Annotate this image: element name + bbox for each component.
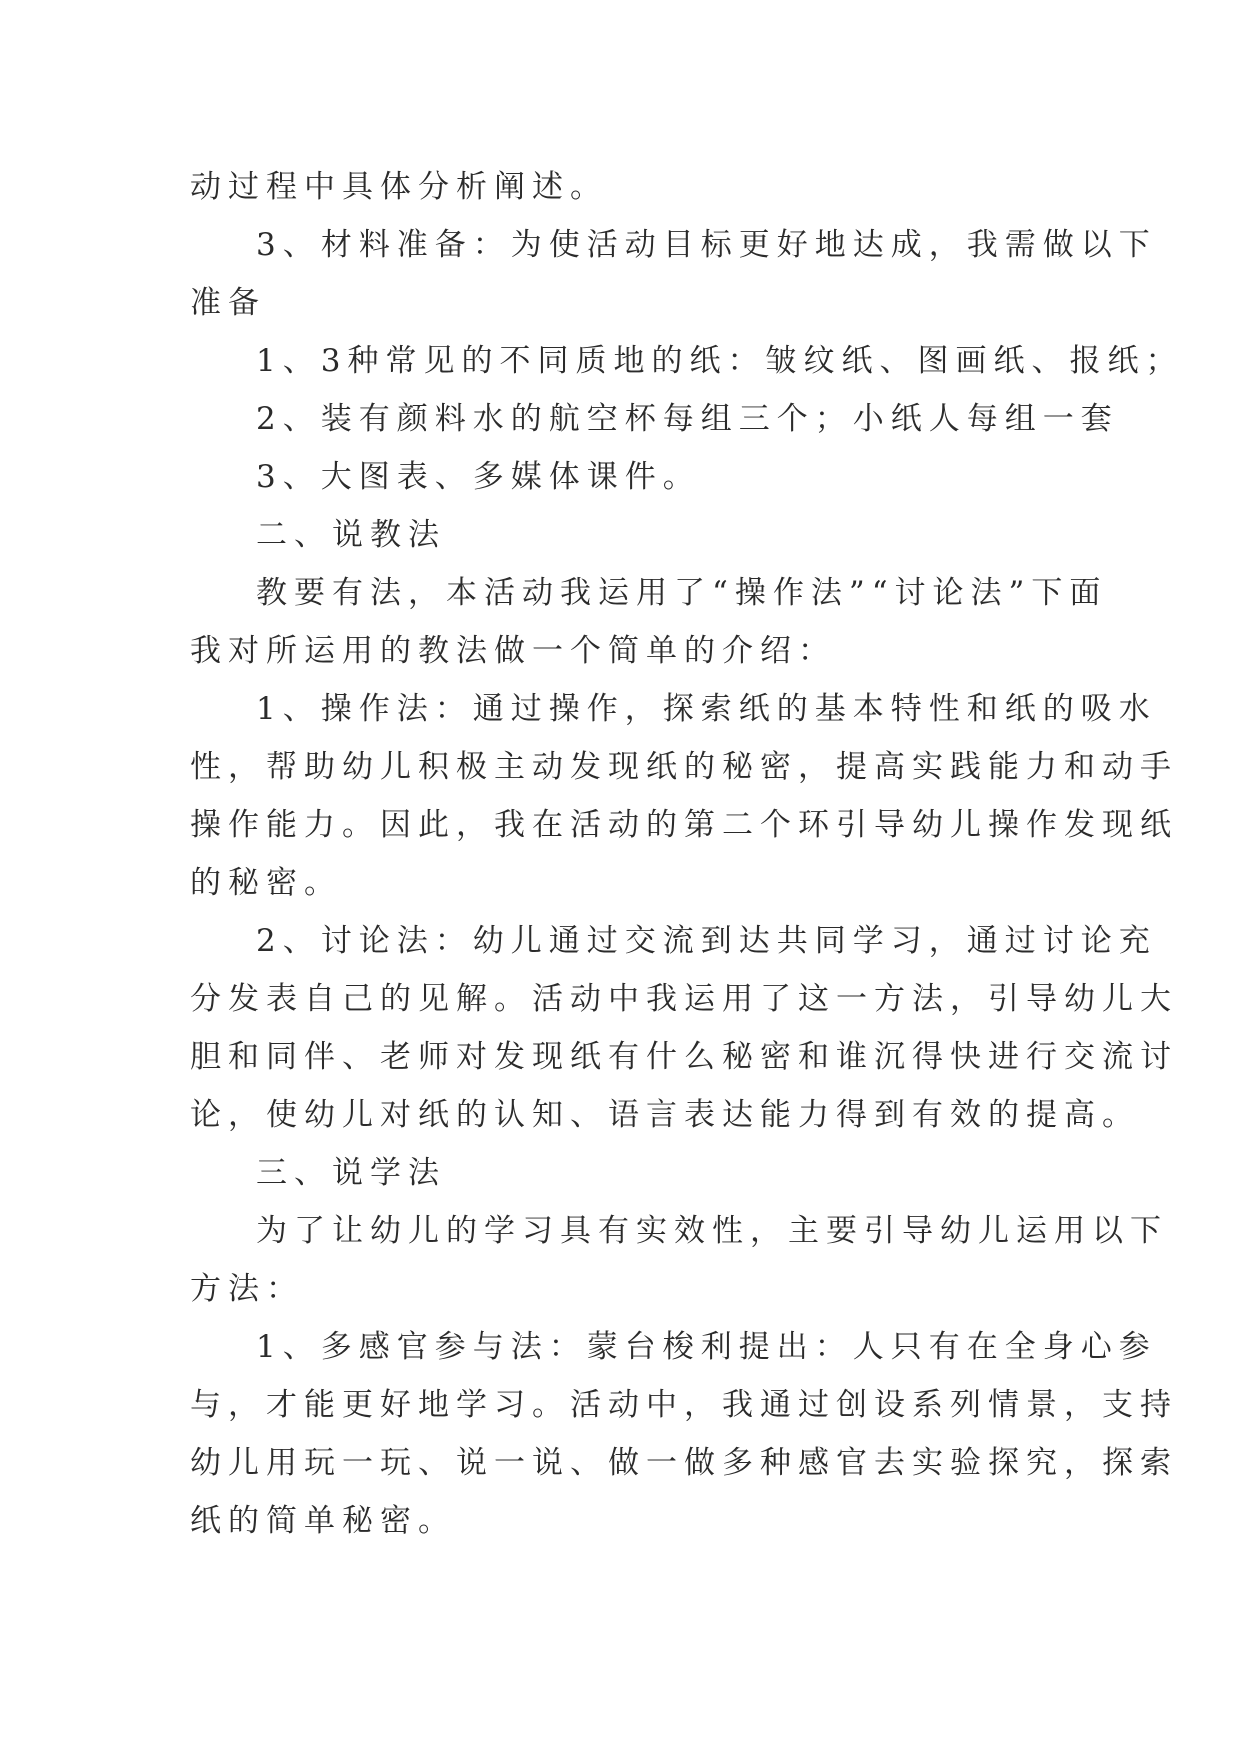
text-line: 动过程中具体分析阐述。 xyxy=(190,169,608,205)
text-line: 1、3种常见的不同质地的纸：皱纹纸、图画纸、报纸； xyxy=(256,343,1184,379)
text-line: 3、材料准备：为使活动目标更好地达成，我需做以下 xyxy=(256,227,1157,263)
text-line: 纸的简单秘密。 xyxy=(190,1503,456,1539)
text-line: 幼儿用玩一玩、说一说、做一做多种感官去实验探究，探索 xyxy=(190,1445,1178,1481)
text-line: 论，使幼儿对纸的认知、语言表达能力得到有效的提高。 xyxy=(190,1097,1140,1133)
text-line: 3、大图表、多媒体课件。 xyxy=(256,459,701,495)
text-line: 1、操作法：通过操作，探索纸的基本特性和纸的吸水 xyxy=(256,691,1157,727)
text-line: 2、讨论法：幼儿通过交流到达共同学习，通过讨论充 xyxy=(256,923,1157,959)
text-line: 1、多感官参与法：蒙台梭利提出：人只有在全身心参 xyxy=(256,1329,1157,1365)
text-line: 与，才能更好地学习。活动中，我通过创设系列情景，支持 xyxy=(190,1387,1178,1423)
section-heading: 三、说学法 xyxy=(256,1155,446,1191)
text-line: 方法： xyxy=(190,1271,304,1307)
document-body xyxy=(190,158,1184,1550)
text-line: 准备 xyxy=(190,285,266,321)
text-line: 性，帮助幼儿积极主动发现纸的秘密，提高实践能力和动手 xyxy=(190,749,1178,785)
text-line: 胆和同伴、老师对发现纸有什么秘密和谁沉得快进行交流讨 xyxy=(190,1039,1178,1075)
text-line: 我对所运用的教法做一个简单的介绍： xyxy=(190,633,836,669)
text-line: 教要有法，本活动我运用了“操作法”“讨论法”下面 xyxy=(256,575,1108,611)
text-line: 的秘密。 xyxy=(190,865,342,901)
text-line: 分发表自己的见解。活动中我运用了这一方法，引导幼儿大 xyxy=(190,981,1178,1017)
section-heading: 二、说教法 xyxy=(256,517,446,553)
text-line: 操作能力。因此，我在活动的第二个环引导幼儿操作发现纸 xyxy=(190,807,1178,843)
text-line: 为了让幼儿的学习具有实效性，主要引导幼儿运用以下 xyxy=(256,1213,1168,1249)
text-line: 2、装有颜料水的航空杯每组三个；小纸人每组一套 xyxy=(256,401,1119,437)
